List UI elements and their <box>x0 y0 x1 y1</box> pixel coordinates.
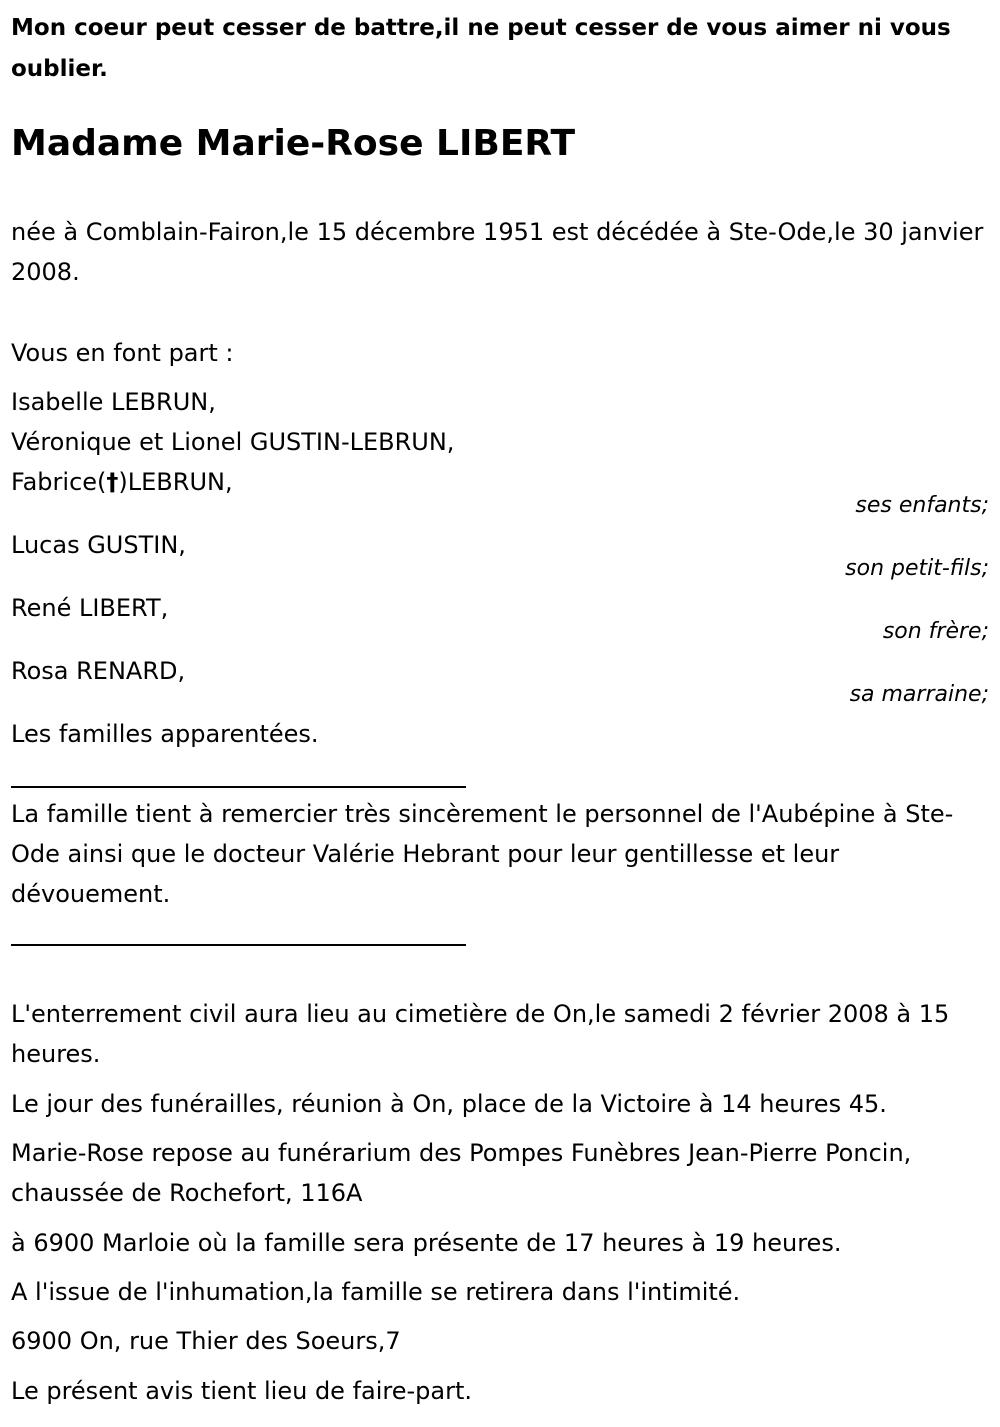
families-text: Les familles apparentées. <box>11 720 319 748</box>
child-veronique-lionel: Véronique et Lionel GUSTIN-LEBRUN, <box>11 428 455 456</box>
grandson-name: Lucas GUSTIN, <box>11 531 186 559</box>
divider-top <box>11 786 466 788</box>
closing-text: Le présent avis tient lieu de faire-part. <box>11 1377 473 1405</box>
relation-brother: son frère; <box>882 619 989 644</box>
godmother-name: Rosa RENARD, <box>11 657 186 685</box>
birth-death-text: née à Comblain-Fairon,le 15 décembre 1951 est décédée à Ste-Ode,le 30 janvier 2008. <box>11 218 984 286</box>
epigraph: Mon coeur peut cesser de battre,il ne peut cesser de vous aimer ni vous oublier. <box>11 15 951 82</box>
child-isabelle: Isabelle LEBRUN, <box>11 388 216 416</box>
burial-text: L'enterrement civil aura lieu au cimetière de On,le samedi 2 février 2008 à 15 heures. <box>11 1000 950 1068</box>
announce-intro: Vous en font part : <box>11 339 234 367</box>
deceased-name: Madame Marie-Rose LIBERT <box>11 123 576 164</box>
child-fabrice-last: )LEBRUN, <box>118 468 233 496</box>
brother-name: René LIBERT, <box>11 594 169 622</box>
after-burial-text: A l'issue de l'inhumation,la famille se retirera dans l'intimité. <box>11 1278 741 1306</box>
thanks-text: La famille tient à remercier très sincèrement le personnel de l'Aubépine à Ste-Ode ainsi que le docteur Valérie Hebrant pour leur gentillesse et leur dévouement. <box>11 800 954 908</box>
child-fabrice-first: Fabrice( <box>11 468 107 496</box>
relation-children: ses enfants; <box>855 493 989 518</box>
relation-grandson: son petit-fils; <box>845 556 989 581</box>
deceased-cross-icon: † <box>106 468 119 496</box>
relation-godmother: sa marraine; <box>849 682 989 707</box>
repose-text: Marie-Rose repose au funérarium des Pompes Funèbres Jean-Pierre Poncin, chaussée de Rochefort, 116A <box>11 1139 912 1207</box>
family-address: 6900 On, rue Thier des Soeurs,7 <box>11 1327 401 1355</box>
meeting-text: Le jour des funérailles, réunion à On, place de la Victoire à 14 heures 45. <box>11 1090 887 1118</box>
divider-bottom <box>11 944 466 946</box>
presence-text: à 6900 Marloie où la famille sera présente de 17 heures à 19 heures. <box>11 1229 842 1257</box>
child-fabrice <box>11 462 233 502</box>
